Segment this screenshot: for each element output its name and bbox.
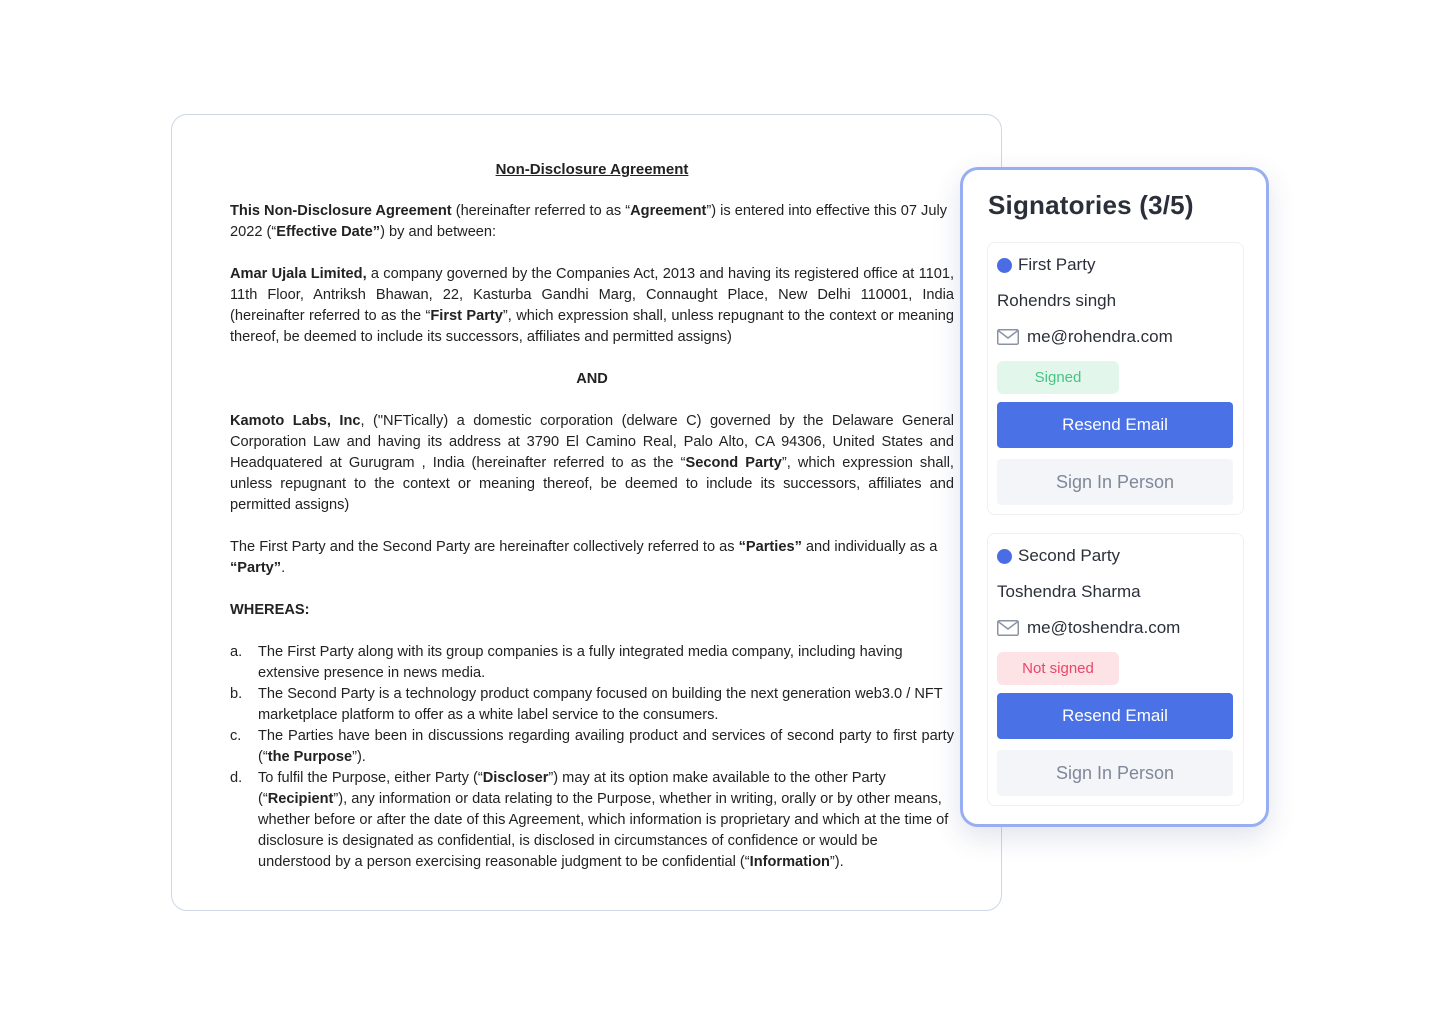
signatory-email: me@rohendra.com <box>1027 327 1173 346</box>
party-label: First Party <box>1018 255 1096 274</box>
list-item <box>230 768 954 873</box>
item-d-bold-2: Recipient <box>267 791 334 807</box>
list-item <box>230 684 954 726</box>
party2-bold-1: Kamoto Labs, Inc <box>230 413 361 429</box>
intro-text-1: (hereinafter referred to as “ <box>451 203 631 219</box>
list-item <box>230 642 954 684</box>
list-marker: a. <box>230 644 243 660</box>
item-b-text: The Second Party is a technology product company focused on building the next generation web3.0 / NFT marketplace platform to offer as a white label service to the consumers. <box>258 686 943 723</box>
resend-email-button[interactable]: Resend Email <box>997 693 1233 739</box>
whereas-list <box>230 642 954 873</box>
item-c-text-1: The Parties have been in discussions regarding availing product and services of second party to first party (“ <box>258 728 954 765</box>
whereas-heading: WHEREAS: <box>230 602 310 618</box>
signatory-email: me@toshendra.com <box>1027 618 1181 637</box>
resend-email-button[interactable]: Resend Email <box>997 402 1233 448</box>
document-body <box>230 159 954 873</box>
party1-text-1: a company governed by the Companies Act, 2013 and having its registered office at 1101, 11th Floor, Antriksh Bhawan, 22, Kasturba Gandhi Marg, Connaught Place, New Delhi 110001, India (hereinafter referred to as the “ <box>230 266 955 324</box>
item-d-text-4: ”). <box>829 854 844 870</box>
list-item <box>230 726 954 768</box>
list-marker: d. <box>230 770 243 786</box>
intro-bold-2: Agreement <box>630 203 707 219</box>
party2-text-1: , ("NFTically) a domestic corporation (delware C) governed by the Delaware General Corporation Law and having its address at 3790 El Camino Real, Palo Alto, CA 94306, United States and Headquatered at Gurugram , India (hereinafter referred to as the “ <box>230 413 954 471</box>
first-party-paragraph <box>230 264 954 348</box>
list-marker: c. <box>230 728 242 744</box>
status-dot-icon <box>997 258 1012 273</box>
parties-paragraph <box>230 537 954 579</box>
parties-bold-1: “Parties” <box>738 539 802 555</box>
signatory-name: Rohendrs singh <box>997 291 1117 310</box>
item-d-text-2: ”) may at its option make available to the other Party (“ <box>258 770 886 807</box>
second-party-paragraph <box>230 411 954 516</box>
intro-bold-3: Effective Date” <box>276 224 381 240</box>
list-marker: b. <box>230 686 243 702</box>
item-d-bold-3: Information <box>749 854 830 870</box>
status-dot-icon <box>997 549 1012 564</box>
parties-text-1: The First Party and the Second Party are hereinafter collectively referred to as <box>230 539 739 555</box>
item-c-text-2: ”). <box>352 749 366 765</box>
party1-text-2: ”, which expression shall, unless repugnant to the context or meaning thereof, be deemed to include its successors, affiliates and permitted assigns) <box>230 308 955 345</box>
and-separator: AND <box>576 371 608 387</box>
party-label: Second Party <box>1018 546 1121 565</box>
intro-paragraph <box>230 201 954 243</box>
status-badge: Signed <box>997 361 1119 394</box>
email-row <box>997 618 1180 638</box>
signatory-name: Toshendra Sharma <box>997 582 1141 601</box>
parties-text-2: and individually as a <box>801 539 938 555</box>
panel-title: Signatories (3/5) <box>988 190 1194 220</box>
intro-bold-1: This Non-Disclosure Agreement <box>230 203 452 219</box>
item-d-text-1: To fulfil the Purpose, either Party (“ <box>258 770 483 786</box>
item-c-bold-1: the Purpose <box>267 749 353 765</box>
status-badge: Not signed <box>997 652 1119 685</box>
mail-icon <box>997 329 1019 345</box>
signatories-panel <box>960 167 1269 827</box>
signatory-card-second-party <box>987 533 1244 806</box>
party1-bold-2: First Party <box>430 308 503 324</box>
sign-in-person-button[interactable]: Sign In Person <box>997 750 1233 796</box>
item-a-text: The First Party along with its group companies is a fully integrated media company, including having extensive presence in news media. <box>258 644 903 681</box>
mail-icon <box>997 620 1019 636</box>
email-row <box>997 327 1173 347</box>
parties-text-3: . <box>281 560 286 576</box>
intro-text-3: ) by and between: <box>380 224 497 240</box>
party-row <box>997 255 1095 275</box>
party-row <box>997 546 1120 566</box>
sign-in-person-button[interactable]: Sign In Person <box>997 459 1233 505</box>
item-d-bold-1: Discloser <box>482 770 549 786</box>
document-preview <box>171 114 1002 911</box>
signatory-card-first-party <box>987 242 1244 515</box>
item-d-text-3: ”), any information or data relating to the Purpose, whether in writing, orally or by other means, whether before or after the date of this Agreement, which information is proprietary and which at the time of disclosure is designated as confidential, is disclosed in circumstances of confidence or would be understood by a person exercising reasonable judgment to be confidential (“ <box>258 791 949 870</box>
party2-text-2: ”, which expression shall, unless repugnant to the context or meaning thereof, be deemed to include its successors, affiliates and permitted assigns) <box>230 455 954 513</box>
party2-bold-2: Second Party <box>685 455 782 471</box>
parties-bold-2: “Party” <box>230 560 282 576</box>
party1-bold-1: Amar Ujala Limited, <box>230 266 367 282</box>
document-title: Non-Disclosure Agreement <box>495 161 689 178</box>
intro-text-2: ”) is entered into effective this 07 July 2022 (“ <box>230 203 947 240</box>
